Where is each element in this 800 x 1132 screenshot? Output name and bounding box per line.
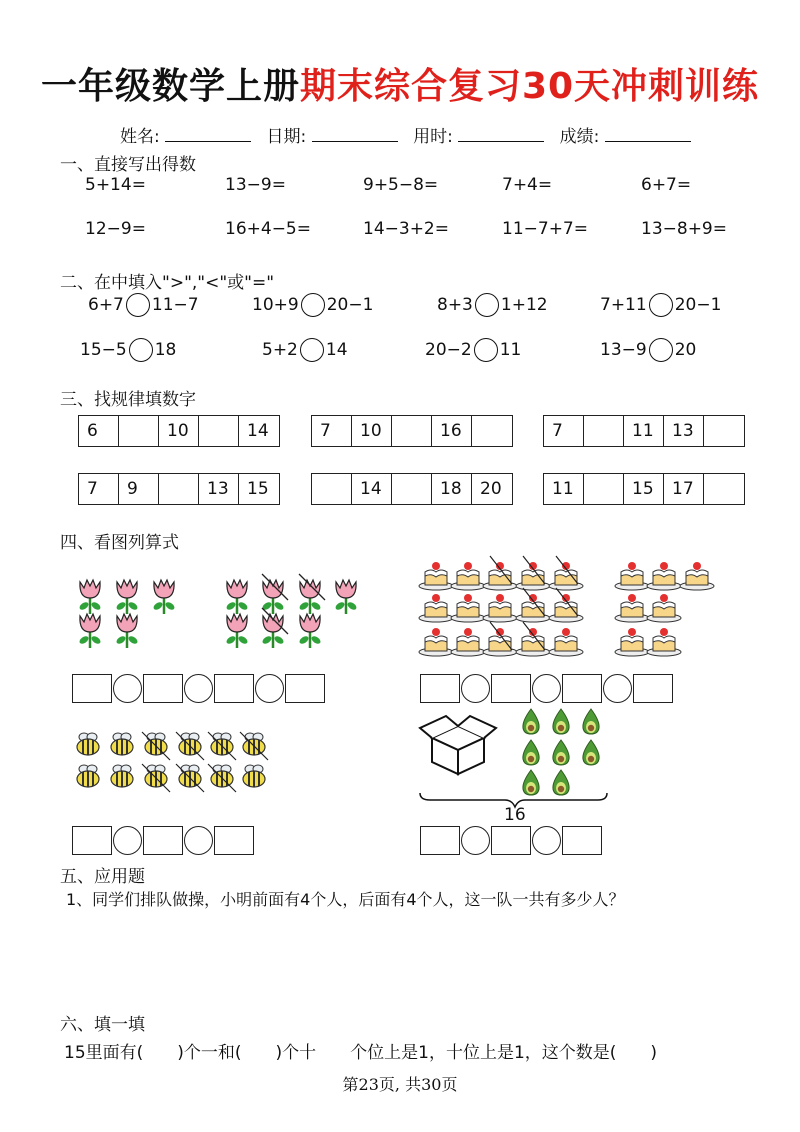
- seq-cell: 10: [352, 416, 392, 446]
- answer-box[interactable]: [420, 674, 460, 703]
- tulip-group-right: [225, 574, 358, 648]
- answer-row-tulips: [72, 674, 325, 703]
- s2-compare: 13−9 20: [600, 340, 697, 360]
- answer-box[interactable]: [562, 674, 602, 703]
- s1-eq: 9+5−8=: [363, 175, 439, 195]
- s1-eq: 11−7+7=: [502, 219, 588, 239]
- section-1-heading: 一、直接写出得数: [60, 155, 196, 175]
- answer-box[interactable]: [491, 826, 531, 855]
- answer-box[interactable]: [214, 674, 254, 703]
- seq-cell: 14: [352, 474, 392, 504]
- s1-eq: 5+14=: [85, 175, 146, 195]
- answer-box[interactable]: [72, 826, 112, 855]
- operator-circle[interactable]: [461, 826, 490, 855]
- word-problem-1: 1、同学们排队做操，小明前面有4个人，后面有4个人，这一队一共有多少人？: [66, 890, 625, 909]
- page-number: 第23页, 共30页: [342, 1075, 458, 1094]
- seq-cell: 13: [199, 474, 239, 504]
- operator-circle[interactable]: [184, 826, 213, 855]
- avocado-group: [523, 709, 599, 795]
- operator-circle[interactable]: [461, 674, 490, 703]
- answer-box[interactable]: [72, 674, 112, 703]
- seq-cell: 7: [544, 416, 584, 446]
- fill-in-question: 15里面有( )个一和( )个十 个位上是1，十位上是1，这个数是( ): [64, 1043, 658, 1063]
- bee-group: [77, 732, 268, 792]
- section-5-heading: 五、应用题: [60, 867, 145, 887]
- title-black: 一年级数学上册: [40, 66, 300, 107]
- section-4-heading: 四、看图列算式: [60, 533, 179, 553]
- s1-eq: 13−8+9=: [641, 219, 727, 239]
- seq-cell: 7: [312, 416, 352, 446]
- s2-compare: 6+7 11−7: [88, 295, 199, 315]
- seq-cell: 15: [624, 474, 664, 504]
- s1-eq: 13−9=: [225, 175, 286, 195]
- answer-box[interactable]: [633, 674, 673, 703]
- seq-cell: 9: [119, 474, 159, 504]
- seq-cell: 6: [79, 416, 119, 446]
- score-label: 成绩:: [559, 127, 600, 147]
- seq-cell: 14: [247, 421, 269, 441]
- operator-circle[interactable]: [113, 826, 142, 855]
- s1-eq: 14−3+2=: [363, 219, 449, 239]
- operator-circle[interactable]: [113, 674, 142, 703]
- seq-cell: 13: [664, 416, 704, 446]
- s2-compare: 20−2 11: [425, 340, 522, 360]
- answer-box[interactable]: [285, 674, 325, 703]
- seq-cell: 20: [480, 479, 502, 499]
- tulip-group-left: [78, 580, 176, 648]
- answer-row-cakes: [420, 674, 673, 703]
- operator-circle[interactable]: [255, 674, 284, 703]
- answer-box[interactable]: [491, 674, 531, 703]
- seq-cell: 11: [544, 474, 584, 504]
- operator-circle[interactable]: [532, 826, 561, 855]
- seq-cell: 18: [432, 474, 472, 504]
- answer-box[interactable]: [420, 826, 460, 855]
- s2-compare: 5+2 14: [262, 340, 348, 360]
- answer-box[interactable]: [562, 826, 602, 855]
- box-icon: [420, 716, 496, 774]
- section-2-heading: 二、在中填入">","<"或"=": [60, 273, 275, 293]
- section-3-heading: 三、找规律填数字: [60, 390, 196, 410]
- answer-box[interactable]: [143, 826, 183, 855]
- operator-circle[interactable]: [532, 674, 561, 703]
- seq-cell: 10: [159, 416, 199, 446]
- time-label: 用时:: [413, 127, 453, 147]
- seq-cell: 7: [79, 474, 119, 504]
- s2-compare: 8+3 1+12: [437, 295, 548, 315]
- cake-group-left: [419, 556, 583, 656]
- answer-box[interactable]: [214, 826, 254, 855]
- operator-circle[interactable]: [603, 674, 632, 703]
- answer-row-bees: [72, 826, 254, 855]
- seq-cell: 15: [247, 479, 269, 499]
- section-6-heading: 六、填一填: [60, 1015, 145, 1035]
- answer-box[interactable]: [143, 674, 183, 703]
- seq-cell: 17: [664, 474, 704, 504]
- s1-eq: 12−9=: [85, 219, 146, 239]
- seq-cell: 16: [432, 416, 472, 446]
- s1-eq: 7+4=: [502, 175, 553, 195]
- s2-compare: 15−5 18: [80, 340, 177, 360]
- s2-compare: 7+11 20−1: [600, 295, 722, 315]
- operator-circle[interactable]: [184, 674, 213, 703]
- s1-eq: 16+4−5=: [225, 219, 311, 239]
- title-red: 期末综合复习30天冲刺训练: [299, 66, 760, 107]
- s2-compare: 10+9 20−1: [252, 295, 374, 315]
- brace-label: 16: [504, 805, 526, 825]
- s1-eq: 6+7=: [641, 175, 692, 195]
- date-label: 日期:: [266, 127, 307, 147]
- seq-cell: 11: [624, 416, 664, 446]
- cake-group-right: [615, 562, 714, 656]
- name-label: 姓名:: [120, 127, 160, 147]
- answer-row-box: [420, 826, 602, 855]
